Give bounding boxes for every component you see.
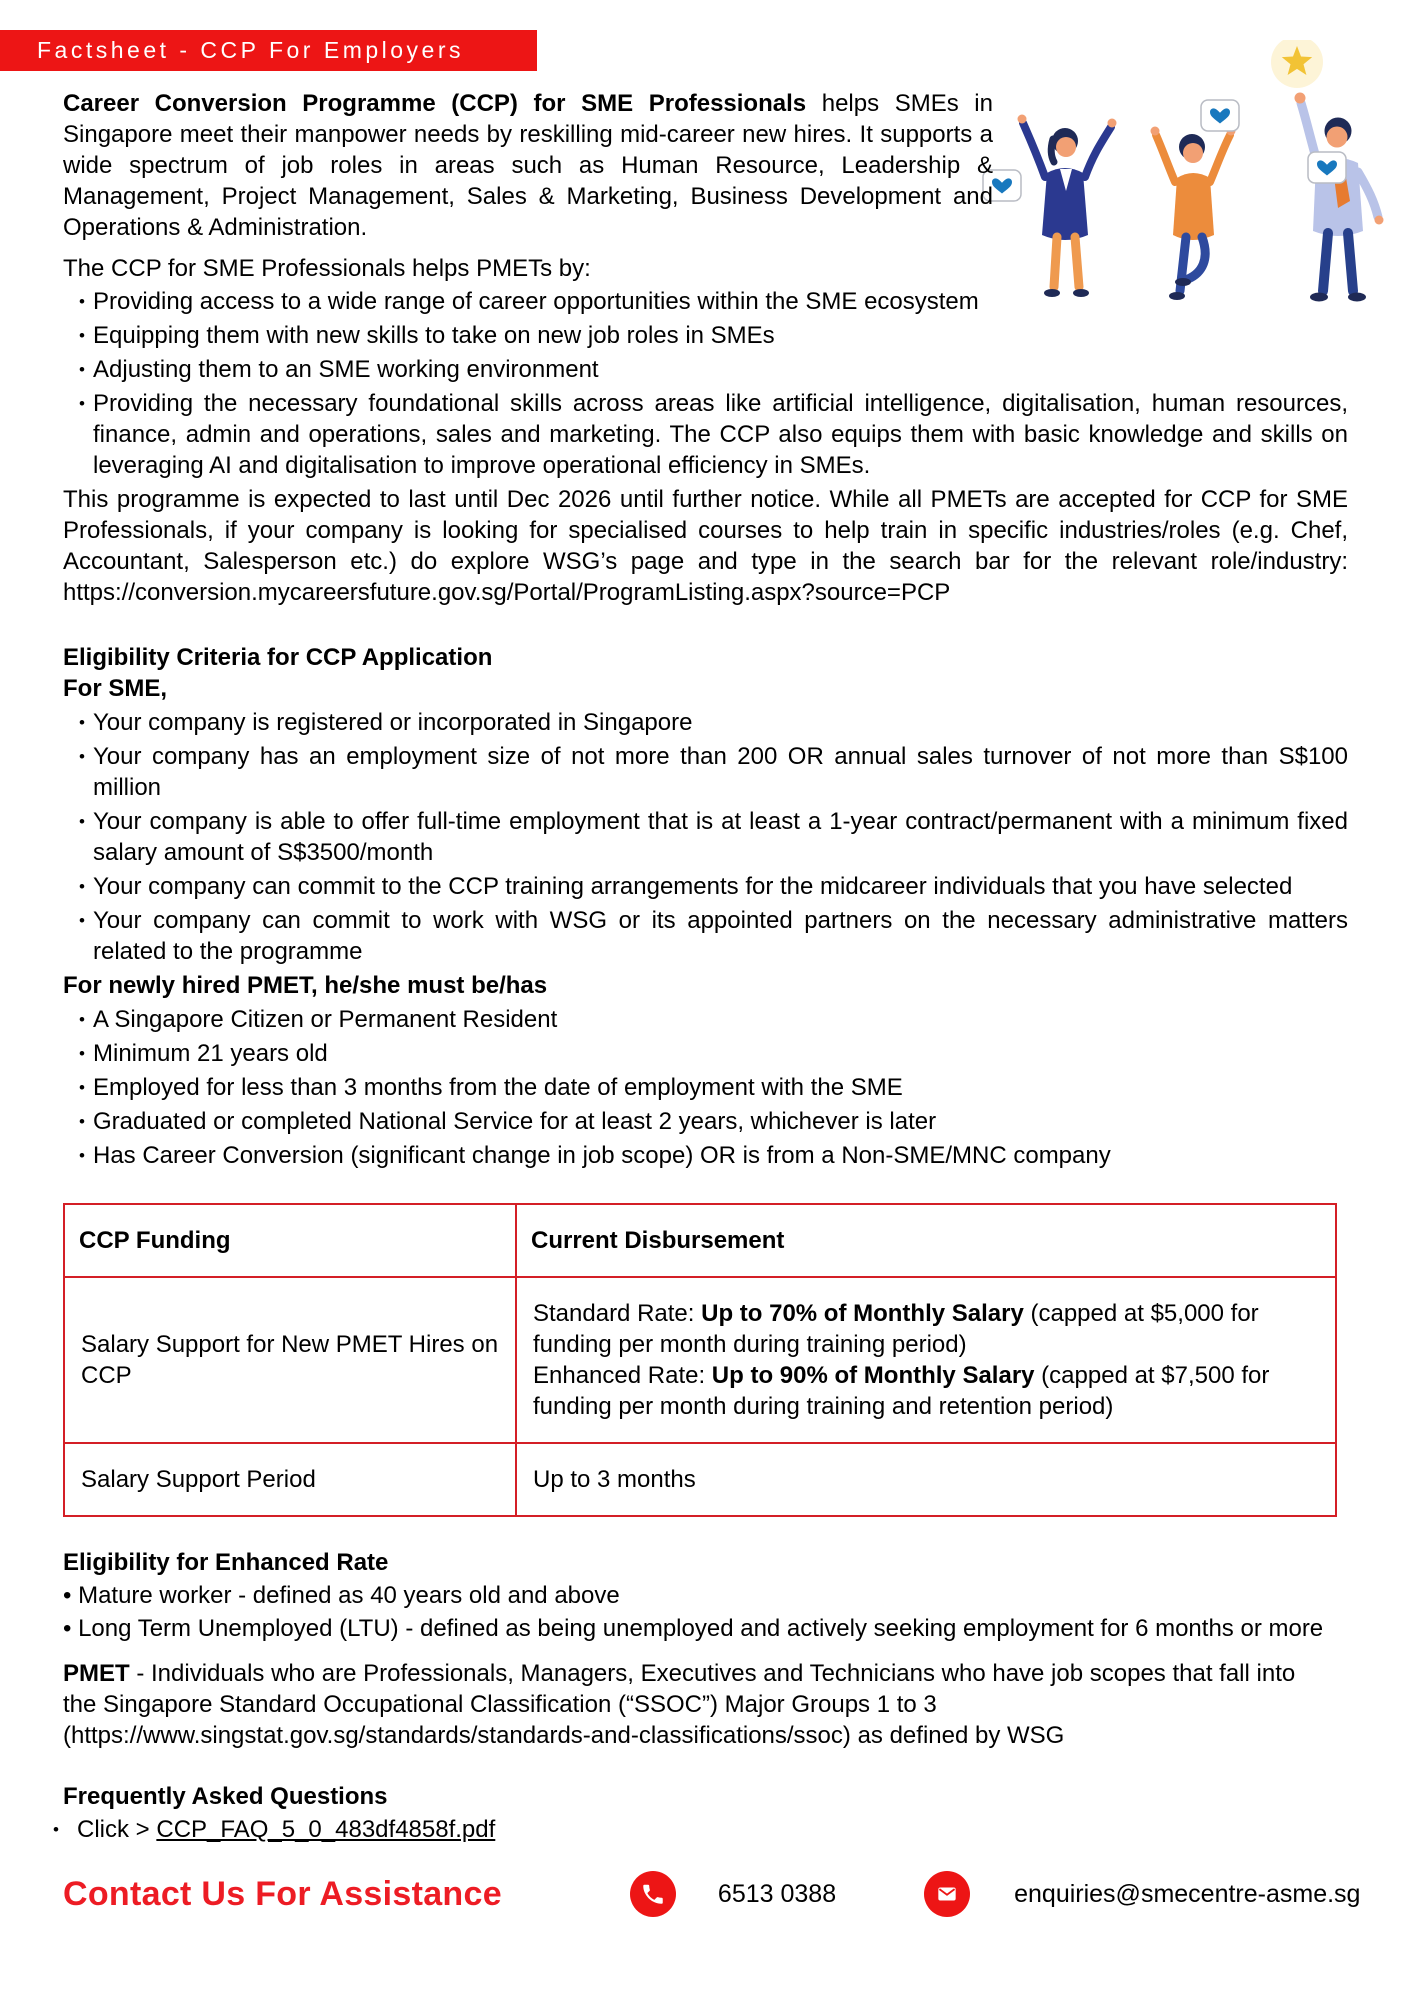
standard-rate-line	[533, 1298, 1319, 1360]
list-item: • Mature worker - defined as 40 years old and above	[63, 1582, 620, 1609]
pmet-list	[63, 1004, 1348, 1171]
sme-list	[63, 707, 1348, 967]
faq-link-line	[53, 1814, 1348, 1845]
star-icon	[1271, 40, 1323, 88]
table-header-row	[64, 1204, 1336, 1277]
intro-bold-lead: Career Conversion Programme (CCP) for SME Professionals	[63, 90, 807, 117]
faq-pdf-link[interactable]: CCP_FAQ_5_0_483df4858f.pdf	[156, 1816, 496, 1843]
banner	[0, 30, 537, 71]
contact-row	[63, 1871, 1361, 1917]
helps-list	[63, 286, 1348, 481]
enhanced-rate-bold: Up to 90% of Monthly Salary	[711, 1362, 1035, 1389]
list-item: • Providing access to a wide range of career opportunities within the SME ecosystem	[63, 286, 1348, 317]
enhanced-rate-heading: Eligibility for Enhanced Rate	[63, 1549, 389, 1576]
enhanced-rate-prefix: Enhanced Rate:	[533, 1362, 712, 1389]
faq-heading: Frequently Asked Questions	[63, 1783, 388, 1810]
intro-text: helps SMEs in Singapore meet their manpower needs by reskilling mid-career new hires. It supports a wide spectrum of job roles in areas such as Human Resource, Leadership & Management, Project Management, Sales & Marketing, Business Development and Operations & Administration.	[63, 90, 993, 241]
table-cell-value: Up to 3 months	[516, 1443, 1336, 1516]
duration-note: This programme is expected to last until Dec 2026 until further notice. While all PMETs are accepted for CCP for SME Professionals, if your company is looking for specialised courses to help train in specific industries/roles (e.g. Chef, Accountant, Salesperson etc.) do explore WSG’s page and type in the search bar for the relevant role/industry: https://conversion.mycareersfuture.gov.sg/Portal/ProgramListing.aspx?source=PCP	[63, 486, 1348, 606]
funding-table	[63, 1203, 1337, 1517]
pmet-definition	[63, 1658, 1348, 1751]
contact-heading: Contact Us For Assistance	[63, 1874, 502, 1913]
list-item: • Equipping them with new skills to take on new job roles in SMEs	[63, 320, 1348, 351]
list-item: • Your company is able to offer full-time employment that is at least a 1-year contract/permanent with a minimum fixed salary amount of S$3500/month	[63, 806, 1348, 868]
helps-lead: The CCP for SME Professionals helps PMETs by:	[63, 255, 591, 282]
table-header-ccp-funding: CCP Funding	[64, 1204, 516, 1277]
list-item: • A Singapore Citizen or Permanent Resident	[63, 1004, 1348, 1035]
list-item: • Long Term Unemployed (LTU) - defined as being unemployed and actively seeking employment for 6 months or more	[63, 1615, 1324, 1642]
banner-title: Factsheet - CCP For Employers	[37, 37, 465, 63]
pmet-definition-line: (https://www.singstat.gov.sg/standards/standards-and-classifications/ssoc) as defined by WSG	[63, 1722, 1065, 1749]
table-row	[64, 1277, 1336, 1443]
list-item: • Your company can commit to the CCP training arrangements for the midcareer individuals that you have selected	[63, 871, 1348, 902]
pmet-definition-rest: - Individuals who are Professionals, Managers, Executives and Technicians who have job scopes that fall into	[129, 1660, 1296, 1687]
list-item: • Your company has an employment size of not more than 200 OR annual sales turnover of not more than S$100 million	[63, 741, 1348, 803]
pmet-definition-line: the Singapore Standard Occupational Classification (“SSOC”) Major Groups 1 to 3	[63, 1691, 937, 1718]
list-item: • Your company can commit to work with WSG or its appointed partners on the necessary administrative matters related to the programme	[63, 905, 1348, 967]
list-item: • Adjusting them to an SME working environment	[63, 354, 1348, 385]
list-item: • Providing the necessary foundational skills across areas like artificial intelligence, digitalisation, human resources, finance, admin and operations, sales and marketing. The CCP also equips them with basic knowledge and skills on leveraging AI and digitalisation to improve operational efficiency in SMEs.	[63, 388, 1348, 481]
eligibility-heading: Eligibility Criteria for CCP Application	[63, 644, 493, 671]
list-item: • Has Career Conversion (significant change in job scope) OR is from a Non-SME/MNC company	[63, 1140, 1348, 1171]
list-item: • Employed for less than 3 months from the date of employment with the SME	[63, 1072, 1348, 1103]
table-row	[64, 1443, 1336, 1516]
list-item: • Your company is registered or incorporated in Singapore	[63, 707, 1348, 738]
enhanced-rate-rest: (capped at $7,500 for funding per month during training and retention period)	[533, 1362, 1270, 1420]
standard-rate-bold: Up to 70% of Monthly Salary	[701, 1300, 1024, 1327]
table-cell-label: Salary Support Period	[64, 1443, 516, 1516]
pmet-term: PMET	[63, 1660, 130, 1687]
enhanced-rate-line	[533, 1360, 1319, 1422]
list-item: • Graduated or completed National Service for at least 2 years, whichever is later	[63, 1106, 1348, 1137]
standard-rate-rest: (capped at $5,000 for funding per month during training period)	[533, 1300, 1259, 1358]
sme-heading: For SME,	[63, 675, 168, 702]
document-body	[63, 88, 1361, 1917]
intro-paragraph	[63, 88, 993, 243]
faq-click-prefix: Click >	[77, 1816, 157, 1843]
contact-email: enquiries@smecentre-asme.sg	[1014, 1879, 1361, 1908]
contact-phone-number: 6513 0388	[717, 1879, 837, 1908]
table-header-current-disbursement: Current Disbursement	[516, 1204, 1336, 1277]
enhanced-rate-items	[63, 1580, 1348, 1644]
standard-rate-prefix: Standard Rate:	[533, 1300, 702, 1327]
table-cell-label: Salary Support for New PMET Hires on CCP	[64, 1277, 516, 1443]
mail-icon	[924, 1871, 970, 1917]
table-cell-value	[516, 1277, 1336, 1443]
pmet-definition-line	[63, 1658, 1348, 1689]
list-item: • Minimum 21 years old	[63, 1038, 1348, 1069]
pmet-heading: For newly hired PMET, he/she must be/has	[63, 972, 548, 999]
phone-icon	[630, 1871, 676, 1917]
